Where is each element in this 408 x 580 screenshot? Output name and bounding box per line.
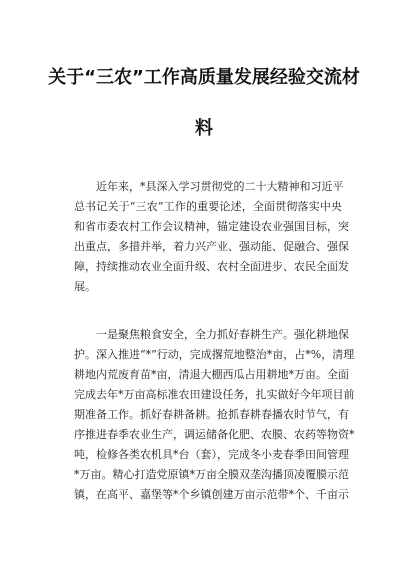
document-title-line-2: 料 bbox=[195, 118, 213, 139]
paragraph-2-line-6: 序推进春季农业生产，调运储备化肥、农膜、农药等物资* bbox=[74, 428, 355, 441]
paragraph-2-line-4: 完成去年*万亩高标准农田建设任务，扎实做好今年项目前 bbox=[74, 388, 355, 401]
paragraph-1-line-3: 和省市委农村工作会议精神，锚定建设农业强国目标，突 bbox=[74, 220, 349, 233]
paragraph-2-line-5: 期准备工作。抓好春耕备耕。抢抓春耕春播农时节气，有 bbox=[74, 408, 349, 421]
paragraph-2-line-2: 护。深入推进“*”行动，完成撂荒地整治*亩，占*%，清理 bbox=[74, 348, 355, 361]
paragraph-1-line-4: 出重点，多措并举，着力兴产业、强动能、促融合、强保 bbox=[74, 240, 349, 253]
paragraph-2-line-9: 镇，在高平、嘉堡等*个乡镇创建万亩示范带*个、千亩示 bbox=[74, 488, 349, 501]
paragraph-2-line-3: 耕地内荒废育苗*亩，清退大棚西瓜占用耕地*万亩。全面 bbox=[74, 368, 349, 381]
document-title-line-1: 关于“三农”工作高质量发展经验交流材 bbox=[48, 67, 360, 88]
paragraph-1-line-6: 展。 bbox=[74, 280, 96, 293]
paragraph-2-line-1: 一是聚焦粮食安全，全力抓好春耕生产。强化耕地保 bbox=[96, 328, 349, 341]
paragraph-2-line-8: *万亩。精心打造党原镇*万亩全膜双垄沟播顶凌覆膜示范 bbox=[74, 468, 349, 481]
paragraph-1-line-1: 近年来，*县深入学习贯彻党的二十大精神和习近平 bbox=[96, 180, 344, 193]
paragraph-1-line-2: 总书记关于“三农”工作的重要论述，全面贯彻落实中央 bbox=[74, 200, 342, 213]
paragraph-1-line-5: 障，持续推动农业全面升级、农村全面进步、农民全面发 bbox=[74, 260, 349, 273]
paragraph-2-line-7: 吨，检修各类农机具*台（套），完成冬小麦春季田间管理 bbox=[74, 448, 349, 461]
